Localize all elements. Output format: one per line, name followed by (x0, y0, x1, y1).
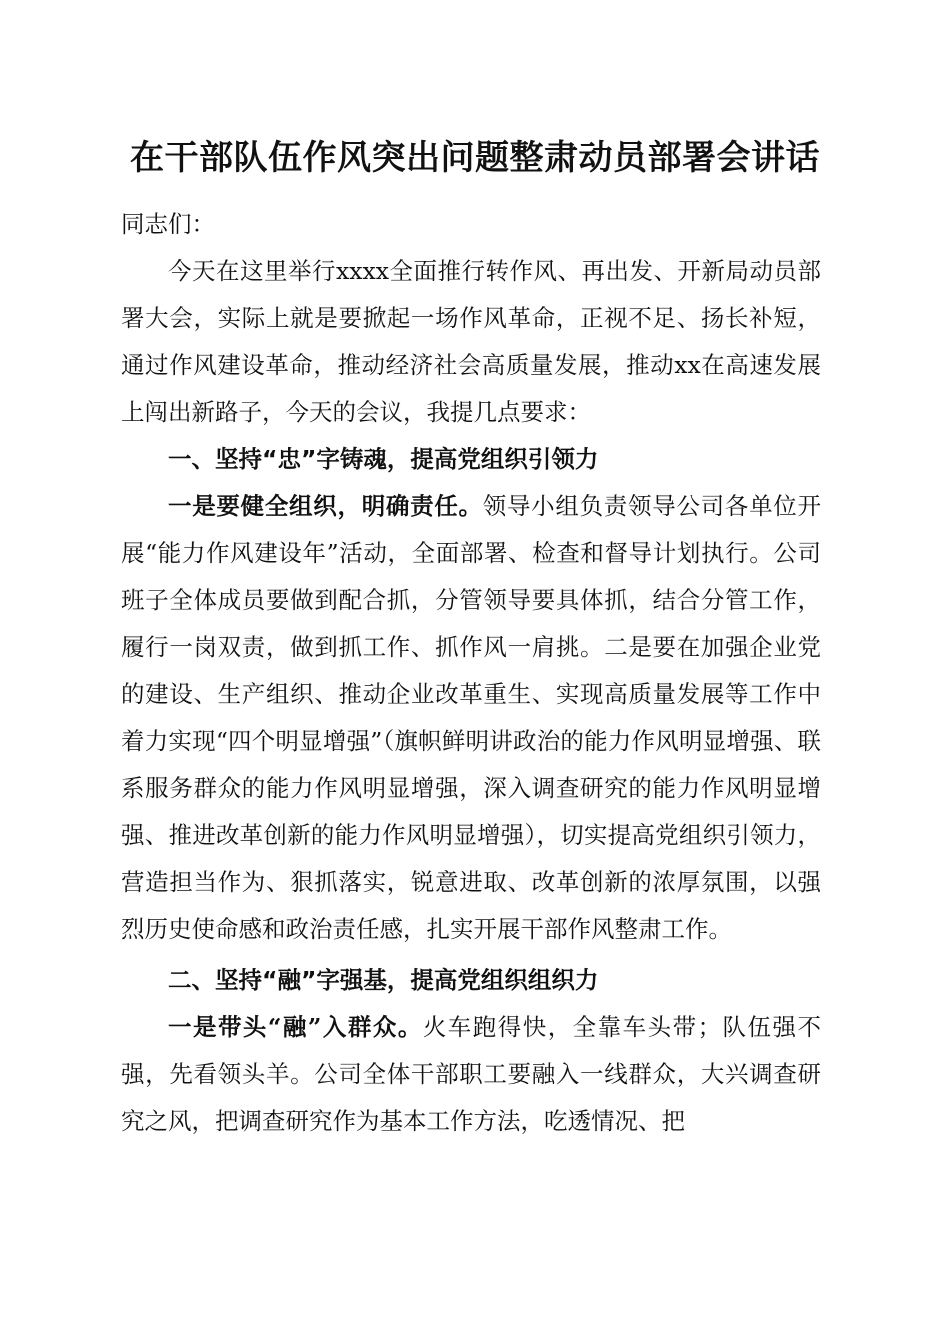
section-1-lead: 一是要健全组织，明确责任。 (168, 492, 483, 520)
salutation: 同志们： (121, 210, 215, 238)
section-2-lead: 一是带头“融”入群众。 (168, 1013, 423, 1041)
section-2-paragraph (121, 1004, 821, 1145)
section-1-paragraph (121, 483, 821, 953)
document-title: 在干部队伍作风突出问题整肃动员部署会讲话 (130, 138, 820, 178)
document-body (121, 201, 821, 1145)
section-1-text: 领导小组负责领导公司各单位开展“能力作风建设年”活动，全面部署、检查和督导计划执行。公司班子全体成员要做到配合抓，分管领导要具体抓，结合分管工作，履行一岗双责，做到抓工作、抓作风一肩挑。二是要在加强企业党的建设、生产组织、推动企业改革重生、实现高质量发展等工作中着力实现“四个明显增强”（旗帜鲜明讲政治的能力作风明显增强、联系服务群众的能力作风明显增强，深入调查研究的能力作风明显增强、推进改革创新的能力作风明显增强），切实提高党组织引领力，营造担当作为、狠抓落实，锐意进取、改革创新的浓厚氛围，以强烈历史使命感和政治责任感，扎实开展干部作风整肃工作。 (121, 492, 821, 943)
section-heading-2: 二、坚持“融”字强基，提高党组织组织力 (168, 966, 599, 994)
section-2-text: 火车跑得快，全靠车头带；队伍强不强，先看领头羊。公司全体干部职工要融入一线群众，大兴调查研究之风，把调查研究作为基本工作方法，吃透情况、把 (121, 1013, 821, 1135)
section-heading-1: 一、坚持“忠”字铸魂，提高党组织引领力 (168, 445, 599, 473)
intro-paragraph: 今天在这里举行xxxx全面推行转作风、再出发、开新局动员部署大会，实际上就是要掀起一场作风革命，正视不足、扬长补短，通过作风建设革命，推动经济社会高质量发展，推动xx在高速发展上闯出新路子，今天的会议，我提几点要求： (121, 257, 821, 426)
